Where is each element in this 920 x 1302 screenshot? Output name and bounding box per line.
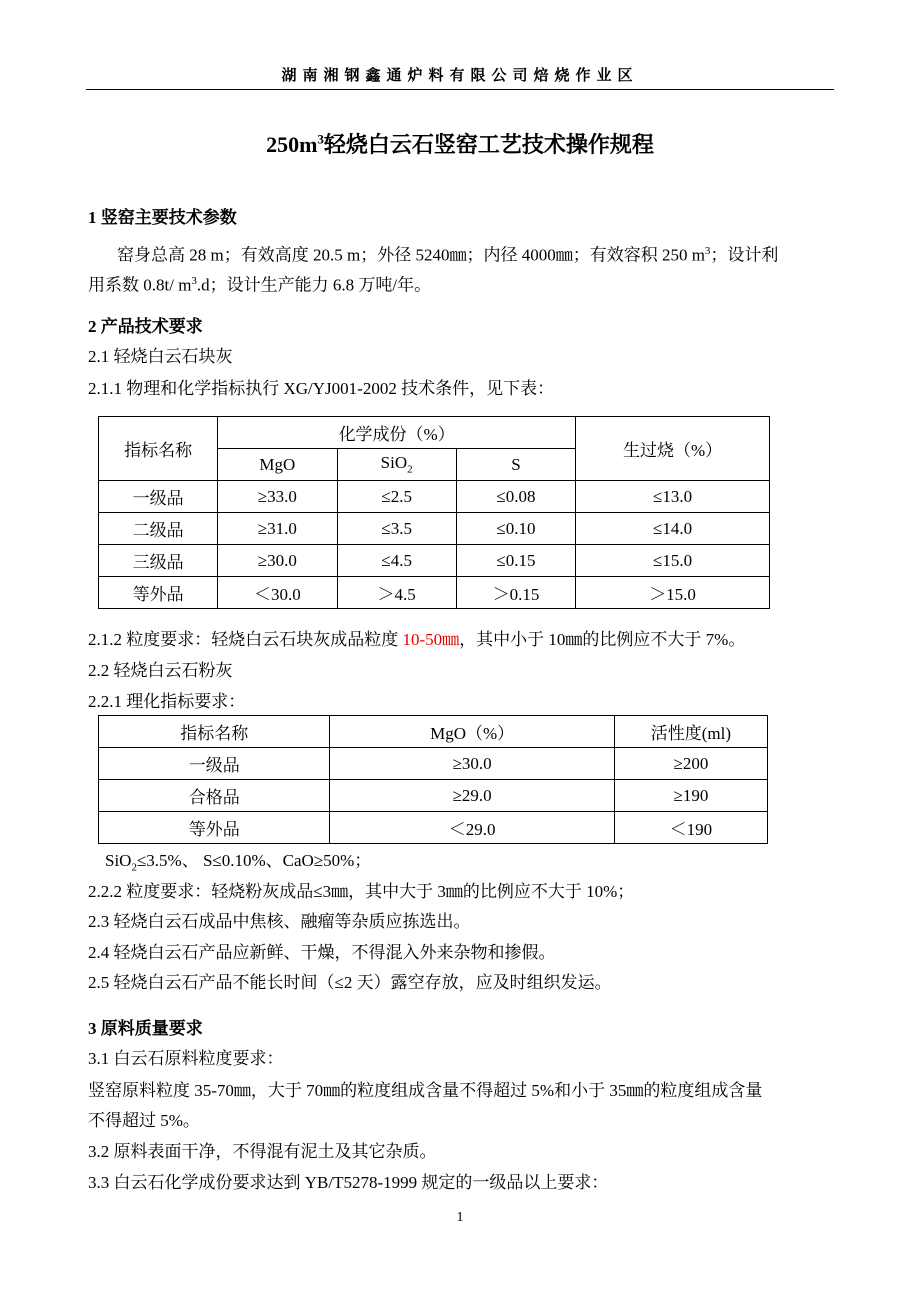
title-sup: 3 [317, 131, 324, 147]
powder-lime-spec-table [98, 715, 768, 844]
section-3-heading: 3 原料质量要求 [88, 1019, 203, 1038]
block-lime-spec-table [98, 416, 770, 609]
table-header-cell: S [456, 449, 575, 481]
table-cell: ≤14.0 [576, 513, 770, 545]
section-2-3: 2.3 轻烧白云石成品中焦核、融瘤等杂质应拣选出。 [88, 912, 471, 931]
page-header: 湖南湘钢鑫通炉料有限公司焙烧作业区 [281, 66, 639, 84]
table-cell: ≥29.0 [330, 780, 614, 812]
section-2-1-1: 2.1.1 物理和化学指标执行 XG/YJ001-2002 技术条件，见下表： [88, 379, 555, 398]
section-2-4: 2.4 轻烧白云石产品应新鲜、干燥，不得混入外来杂物和掺假。 [88, 943, 556, 962]
table-cell: 等外品 [99, 577, 218, 609]
title-rest: 轻烧白云石竖窑工艺技术操作规程 [323, 132, 654, 157]
table-row [99, 513, 770, 545]
table-cell: ≥31.0 [218, 513, 337, 545]
table-cell: ≥30.0 [330, 748, 614, 780]
document-title [0, 128, 920, 159]
table-cell: 等外品 [99, 812, 330, 844]
page-number: 1 [456, 1210, 464, 1225]
table-row [99, 545, 770, 577]
table-cell: ≤13.0 [576, 481, 770, 513]
table-cell: ＞4.5 [337, 577, 456, 609]
table-row [99, 577, 770, 609]
table-cell: ＜190 [614, 812, 767, 844]
table-cell: ＞0.15 [456, 577, 575, 609]
table-cell: ≥200 [614, 748, 767, 780]
table-cell: ≤0.08 [456, 481, 575, 513]
section-2-heading: 2 产品技术要求 [88, 317, 203, 336]
section-1-heading: 1 竖窑主要技术参数 [88, 208, 237, 227]
table-cell: 一级品 [99, 481, 218, 513]
table-cell: ≤3.5 [337, 513, 456, 545]
table-cell: ＜29.0 [330, 812, 614, 844]
table-row [99, 812, 768, 844]
powder-note: SiO$_2$≤3.5%、 S≤0.10%、CaO≥50%； [105, 851, 372, 874]
table-cell: ＜30.0 [218, 577, 337, 609]
section-1-para-line1: 窑身总高 28 m；有效高度 20.5 m；外径 5240㎜；内径 4000㎜；有效容积 250 $m^3$；设计利 [117, 245, 779, 265]
table-header-cell: 指标名称 [99, 417, 218, 481]
table-header-cell: 指标名称 [99, 716, 330, 748]
section-2-2-2: 2.2.2 粒度要求：轻烧粉灰成品≤3㎜，其中大于 3㎜的比例应不大于 10%； [88, 882, 635, 901]
table-cell: ≤15.0 [576, 545, 770, 577]
table-cell: ≤2.5 [337, 481, 456, 513]
section-2-2: 2.2 轻烧白云石粉灰 [88, 661, 233, 680]
section-2-2-1: 2.2.1 理化指标要求： [88, 692, 246, 711]
section-2-1: 2.1 轻烧白云石块灰 [88, 347, 233, 366]
section-1-para-line2: 用系数 0.8t/ $m^3.d$；设计生产能力 6.8 万吨/年。 [88, 275, 432, 295]
table-cell: ≤0.10 [456, 513, 575, 545]
section-3-1-para-line1: 竖窑原料粒度 35-70㎜，大于 70㎜的粒度组成含量不得超过 5%和小于 35㎜的粒度组成含量 [88, 1081, 763, 1100]
table-header-cell: MgO [218, 449, 337, 481]
section-3-3: 3.3 白云石化学成份要求达到 YB/T5278-1999 规定的一级品以上要求： [88, 1173, 609, 1192]
table-cell: 二级品 [99, 513, 218, 545]
table-header-cell: MgO（%） [330, 716, 614, 748]
section-3-2: 3.2 原料表面干净，不得混有泥土及其它杂质。 [88, 1142, 437, 1161]
table-cell: ≤4.5 [337, 545, 456, 577]
header-rule [86, 89, 834, 90]
table-cell: ≥30.0 [218, 545, 337, 577]
section-2-5: 2.5 轻烧白云石产品不能长时间（≤2 天）露空存放，应及时组织发运。 [88, 973, 612, 992]
table-header-cell: 化学成份（%） [218, 417, 576, 449]
table-cell: 三级品 [99, 545, 218, 577]
section-3-1-para-line2: 不得超过 5%。 [88, 1111, 200, 1130]
table-cell: 一级品 [99, 748, 330, 780]
section-3-1: 3.1 白云石原料粒度要求： [88, 1049, 284, 1068]
table-cell: 合格品 [99, 780, 330, 812]
table-row [99, 748, 768, 780]
table-row [99, 481, 770, 513]
table-header-cell: 活性度(ml) [614, 716, 767, 748]
table-cell: ＞15.0 [576, 577, 770, 609]
section-2-1-2: 2.1.2 粒度要求：轻烧白云石块灰成品粒度 10-50㎜，其中小于 10㎜的比例应不大于 7%。 [88, 630, 746, 649]
table-cell: ≥190 [614, 780, 767, 812]
table-cell: ≤0.15 [456, 545, 575, 577]
table-header-cell: 生过烧（%） [576, 417, 770, 481]
table-cell: ≥33.0 [218, 481, 337, 513]
title-prefix: 250m [266, 132, 318, 157]
table-row [99, 780, 768, 812]
table-header-cell: SiO$_2$ [337, 449, 456, 481]
